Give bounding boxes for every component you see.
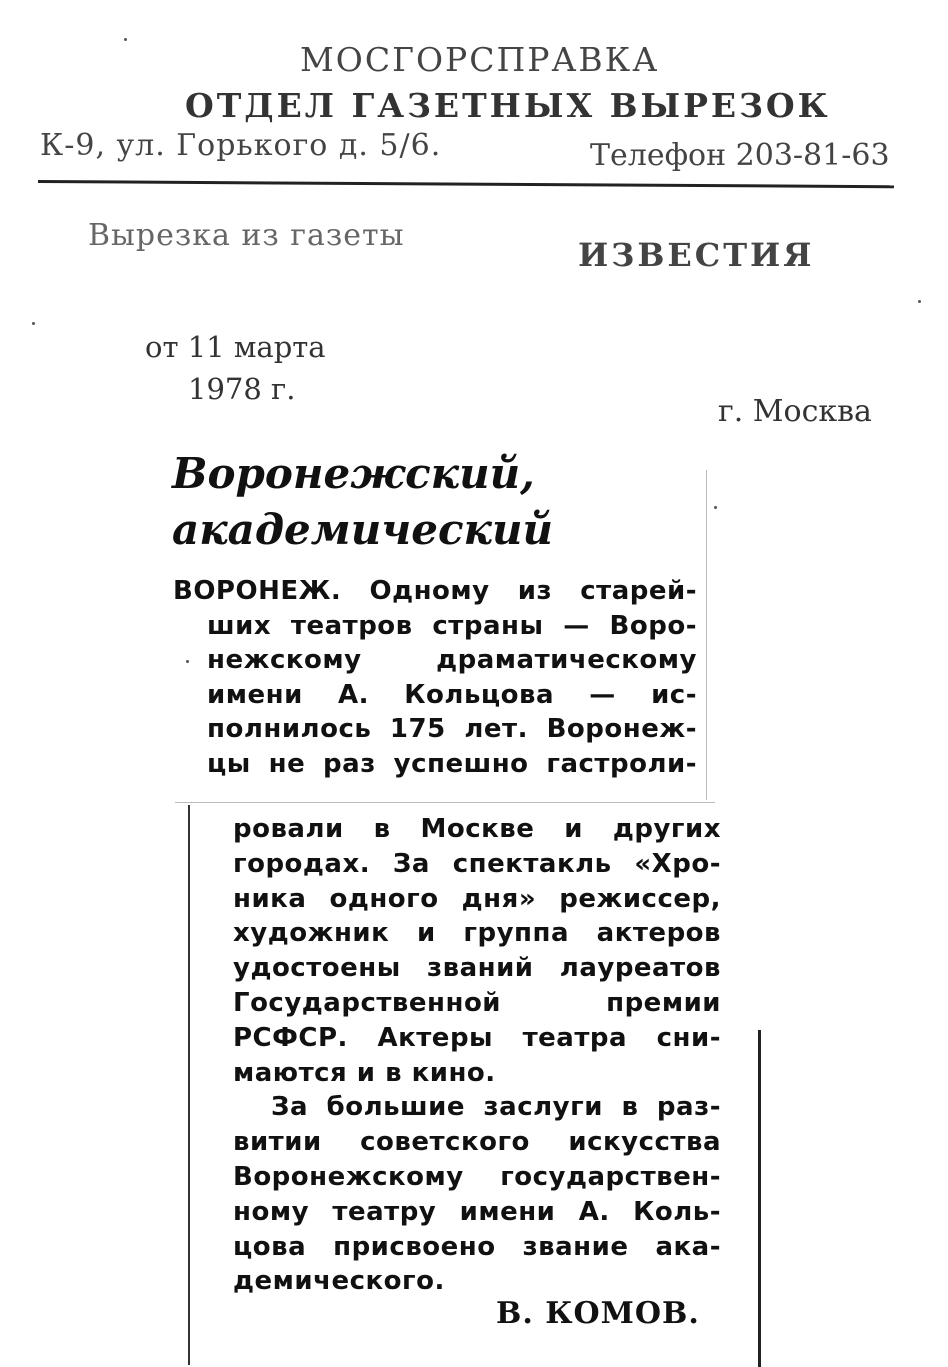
article-line: цова присвоено звание ака-	[233, 1231, 721, 1262]
article-line: имени А. Кольцова — ис-	[207, 679, 697, 710]
article-column-1	[173, 574, 697, 781]
article-headline	[172, 446, 553, 558]
clipping-edge	[758, 1030, 761, 1367]
author-signature: В. КОМОВ.	[496, 1296, 700, 1331]
article-line: маются и в кино.	[233, 1057, 496, 1088]
scan-speck	[714, 506, 717, 509]
org-name: МОСГОРСПРАВКА	[300, 40, 660, 79]
clipping-edge	[175, 802, 715, 803]
address: К-9, ул. Горького д. 5/6.	[40, 128, 442, 163]
newspaper-name: ИЗВЕСТИЯ	[578, 236, 815, 274]
article-line: ших театров страны — Воро-	[207, 610, 697, 641]
article-line: За большие заслуги в раз-	[271, 1092, 721, 1123]
clipping-edge	[706, 470, 707, 800]
article-line	[173, 574, 697, 609]
headline-line: академический	[172, 505, 554, 554]
article-line: ника одного дня» режиссер,	[233, 883, 721, 914]
article-line: Воронежскому государствен-	[233, 1161, 721, 1192]
article-column-2	[233, 812, 721, 1299]
scan-speck	[186, 660, 189, 663]
article-line: полнилось 175 лет. Воронеж-	[207, 714, 697, 744]
city: г. Москва	[718, 394, 872, 429]
article-line: цы не раз успешно гастроли-	[207, 748, 697, 779]
clipping-edge	[188, 805, 190, 1365]
article-line: нежскому драматическому	[207, 645, 697, 675]
dateline: ВОРОНЕЖ.	[173, 576, 342, 606]
scan-speck	[32, 322, 35, 325]
article-line: демического.	[233, 1266, 445, 1297]
header-divider	[38, 180, 894, 188]
article-line: удостоены званий лауреатов	[233, 953, 721, 984]
department-name: ОТДЕЛ ГАЗЕТНЫХ ВЫРЕЗОК	[185, 86, 831, 125]
article-line: художник и группа актеров	[233, 918, 721, 949]
article-line: Государственной премии	[233, 987, 721, 1018]
article-line: ному театру имени А. Коль-	[233, 1196, 721, 1227]
clipping-label: Вырезка из газеты	[88, 218, 405, 253]
article-line: городах. За спектакль «Хро-	[233, 848, 721, 879]
article-text: Одному из старей-	[369, 576, 697, 606]
scan-speck	[918, 300, 921, 303]
headline-line: Воронежский,	[172, 449, 535, 498]
article-line: витии советского искусства	[233, 1127, 721, 1158]
phone: Телефон 203-81-63	[590, 138, 890, 173]
scan-speck	[124, 38, 127, 41]
clipping-year: 1978 г.	[188, 372, 296, 406]
article-line: РСФСР. Актеры театра сни-	[233, 1022, 721, 1053]
clipping-date: от 11 марта	[145, 330, 326, 364]
article-line: ровали в Москве и других	[233, 814, 721, 844]
